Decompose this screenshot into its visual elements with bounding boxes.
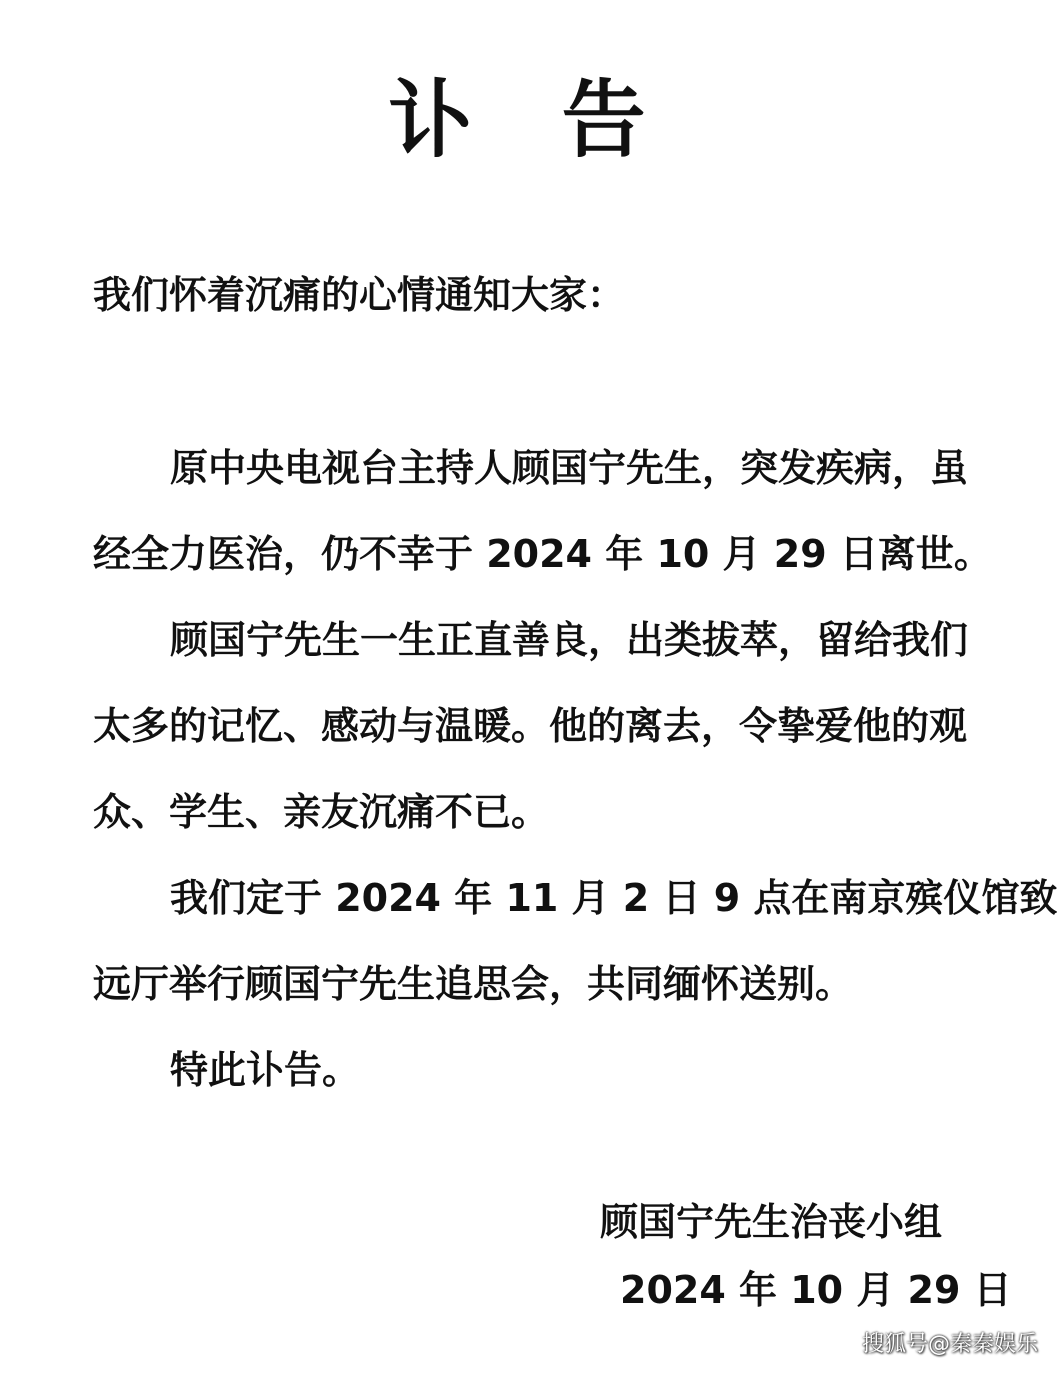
signature-date: 2024 年 10 月 29 日 <box>620 1268 1012 1312</box>
paragraph-1-line-2: 经全力医治，仍不幸于 2024 年 10 月 29 日离世。 <box>93 532 992 576</box>
paragraph-2-line-3: 众、学生、亲友沉痛不已。 <box>93 790 550 834</box>
paragraph-2-line-1: 顾国宁先生一生正直善良，出类拔萃，留给我们 <box>170 618 969 662</box>
page-title: 讣 告 <box>388 71 676 169</box>
paragraph-2-line-2: 太多的记忆、感动与温暖。他的离去，令挚爱他的观 <box>93 704 968 748</box>
paragraph-3-line-2: 远厅举行顾国宁先生追思会，共同缅怀送别。 <box>93 962 854 1006</box>
watermark: 搜狐号@秦秦娱乐 <box>861 1332 1038 1357</box>
paragraph-1-line-1: 原中央电视台主持人顾国宁先生，突发疾病，虽 <box>170 446 969 490</box>
paragraph-3-line-1: 我们定于 2024 年 11 月 2 日 9 点在南京殡仪馆致 <box>170 876 1058 920</box>
paragraph-4-line-1: 特此讣告。 <box>170 1048 361 1092</box>
signature-org: 顾国宁先生治丧小组 <box>600 1200 943 1244</box>
greeting-line: 我们怀着沉痛的心情通知大家： <box>93 273 626 317</box>
